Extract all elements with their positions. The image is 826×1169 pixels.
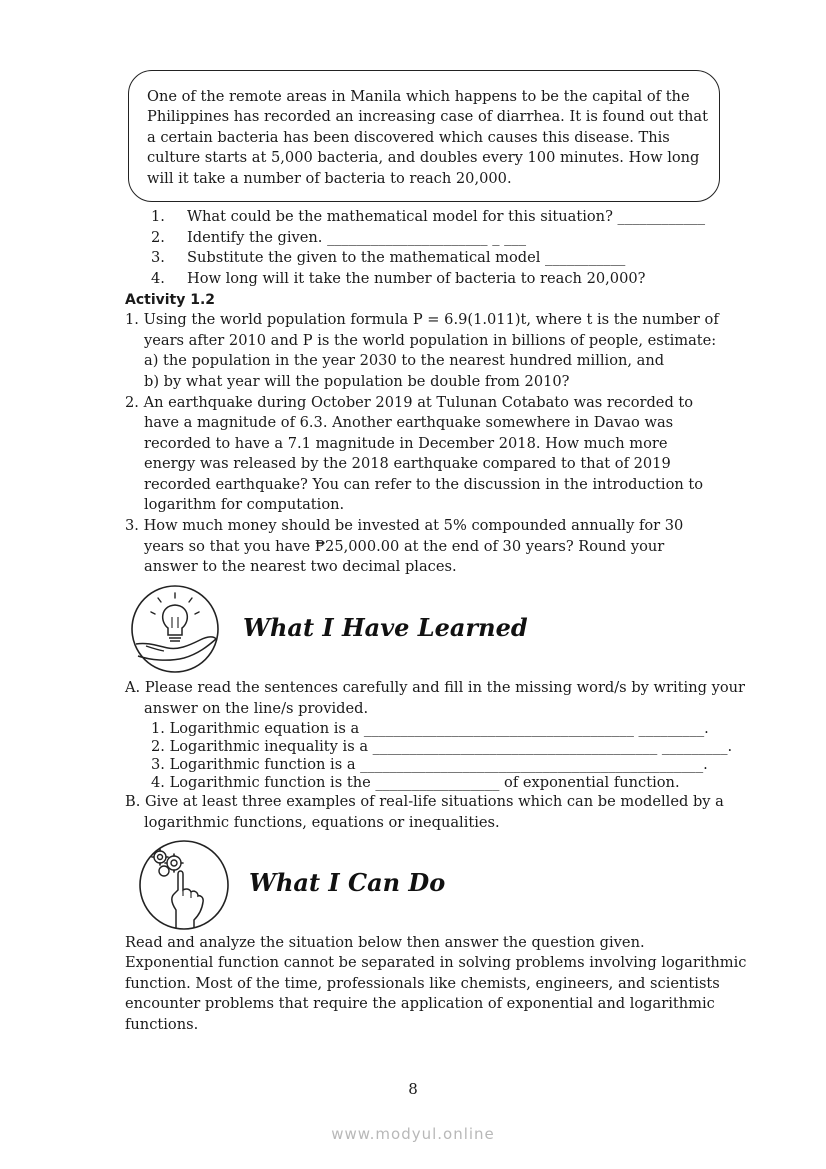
learned-line: logarithmic functions, equations or inequalities. [144, 814, 500, 831]
page-number: 8 [408, 1080, 418, 1098]
question-text: How long will it take the number of bacteria to reach 20,000? [187, 270, 646, 287]
learned-heading: What I Have Learned [243, 613, 528, 642]
can-do-line: Read and analyze the situation below then answer the question given. [125, 934, 645, 951]
activity-line: logarithm for computation. [144, 496, 345, 513]
question-number: 1. [151, 208, 165, 225]
question-text: Substitute the given to the mathematical model ___________ [187, 249, 626, 266]
activity-line: recorded to have a 7.1 magnitude in December 2018. How much more [144, 435, 668, 452]
learned-line: B. Give at least three examples of real-life situations which can be modelled by a [125, 793, 724, 810]
problem-box [128, 70, 720, 202]
watermark: www.modyul.online [331, 1125, 495, 1143]
learned-line: 1. Logarithmic equation is a _____________________________________ _________. [151, 720, 709, 737]
activity-line: have a magnitude of 6.3. Another earthquake somewhere in Davao was [144, 414, 674, 431]
problem-line: a certain bacteria has been discovered which causes this disease. This [147, 129, 670, 146]
activity-line: a) the population in the year 2030 to the nearest hundred million, and [144, 352, 665, 369]
question-text: Identify the given. ______________________ _ ___ [187, 229, 527, 246]
question-text: What could be the mathematical model for this situation? ____________ [187, 208, 706, 225]
activity-line: 3. How much money should be invested at 5% compounded annually for 30 [125, 517, 684, 534]
learned-line: 4. Logarithmic function is the _________________ of exponential function. [151, 774, 680, 791]
can-do-line: encounter problems that require the application of exponential and logarithmic [125, 995, 715, 1012]
problem-line: Philippines has recorded an increasing case of diarrhea. It is found out that [147, 108, 708, 125]
activity-line: recorded earthquake? You can refer to the discussion in the introduction to [144, 476, 704, 493]
problem-line: One of the remote areas in Manila which happens to be the capital of the [147, 88, 690, 105]
problem-line: will it take a number of bacteria to reach 20,000. [147, 170, 512, 187]
question-number: 3. [151, 249, 165, 266]
lightbulb-hand-icon [128, 584, 222, 674]
activity-line: answer to the nearest two decimal places. [144, 558, 457, 575]
can-do-heading: What I Can Do [249, 868, 446, 897]
can-do-line: Exponential function cannot be separated in solving problems involving logarithmic [125, 954, 747, 971]
learned-line: A. Please read the sentences carefully and fill in the missing word/s by writing your [125, 679, 745, 696]
activity-line: energy was released by the 2018 earthquake compared to that of 2019 [144, 455, 671, 472]
learned-line: 3. Logarithmic function is a _______________________________________________. [151, 756, 708, 773]
can-do-line: function. Most of the time, professionals like chemists, engineers, and scientists [125, 975, 720, 992]
activity-title: Activity 1.2 [125, 292, 216, 308]
problem-line: culture starts at 5,000 bacteria, and doubles every 100 minutes. How long [147, 149, 700, 166]
learned-line: answer on the line/s provided. [144, 700, 369, 717]
gears-hand-icon [136, 838, 232, 932]
question-number: 2. [151, 229, 165, 246]
learned-line: 2. Logarithmic inequality is a _______________________________________ _________. [151, 738, 733, 755]
activity-line: 2. An earthquake during October 2019 at Tulunan Cotabato was recorded to [125, 394, 694, 411]
activity-line: 1. Using the world population formula P = 6.9(1.011)t, where t is the number of [125, 311, 719, 328]
activity-line: b) by what year will the population be double from 2010? [144, 373, 570, 390]
activity-line: years after 2010 and P is the world population in billions of people, estimate: [144, 332, 717, 349]
can-do-line: functions. [125, 1016, 199, 1033]
activity-line: years so that you have ₱25,000.00 at the end of 30 years? Round your [144, 538, 665, 555]
question-number: 4. [151, 270, 165, 287]
